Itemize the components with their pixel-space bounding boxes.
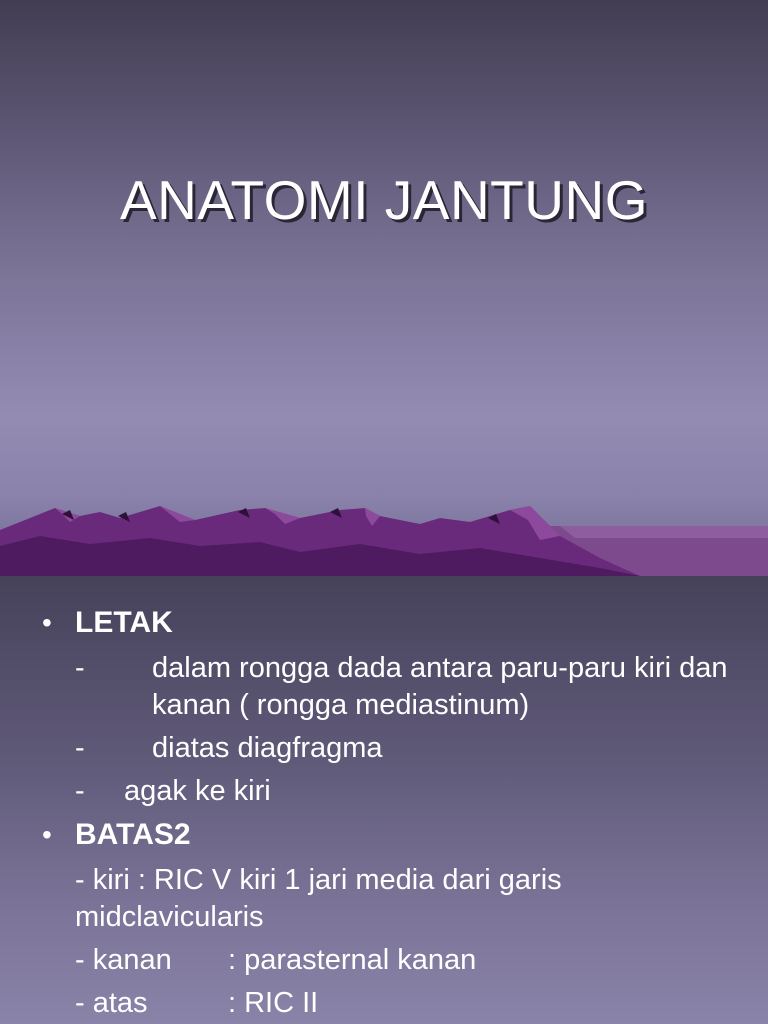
list-item bbox=[0, 730, 768, 767]
heading-text: LETAK bbox=[75, 606, 173, 639]
bullet-heading-batas2 bbox=[0, 816, 768, 854]
bullet-icon: • bbox=[42, 607, 52, 638]
list-item bbox=[0, 985, 768, 1022]
list-item bbox=[0, 773, 768, 810]
dash-marker: - bbox=[75, 775, 85, 807]
list-item-label: - atas bbox=[75, 987, 148, 1019]
list-item-text: dalam rongga dada antara paru-paru kiri dan kanan ( rongga mediastinum) bbox=[152, 652, 728, 721]
list-item bbox=[0, 942, 768, 979]
content-body bbox=[0, 604, 768, 1022]
mountain-range-illustration bbox=[0, 496, 768, 576]
list-item bbox=[0, 650, 768, 724]
bullet-icon: • bbox=[42, 819, 52, 850]
list-item-text: agak ke kiri bbox=[124, 775, 271, 807]
list-item-value: : RIC II bbox=[228, 987, 319, 1019]
sea-highlight bbox=[560, 526, 768, 538]
list-item: - kiri : RIC V kiri 1 jari media dari garis midclavicularis bbox=[75, 864, 562, 933]
dash-marker: - bbox=[75, 652, 85, 684]
list-item-text: diatas diagfragma bbox=[152, 732, 383, 764]
list-item-label: - kanan bbox=[75, 944, 172, 976]
heading-text: BATAS2 bbox=[75, 818, 191, 851]
dash-marker: - bbox=[75, 732, 85, 764]
content-slide bbox=[0, 576, 768, 1024]
bullet-heading-letak bbox=[0, 604, 768, 642]
list-item-value: : parasternal kanan bbox=[228, 944, 477, 976]
slide-title: ANATOMI JANTUNG bbox=[120, 169, 648, 231]
